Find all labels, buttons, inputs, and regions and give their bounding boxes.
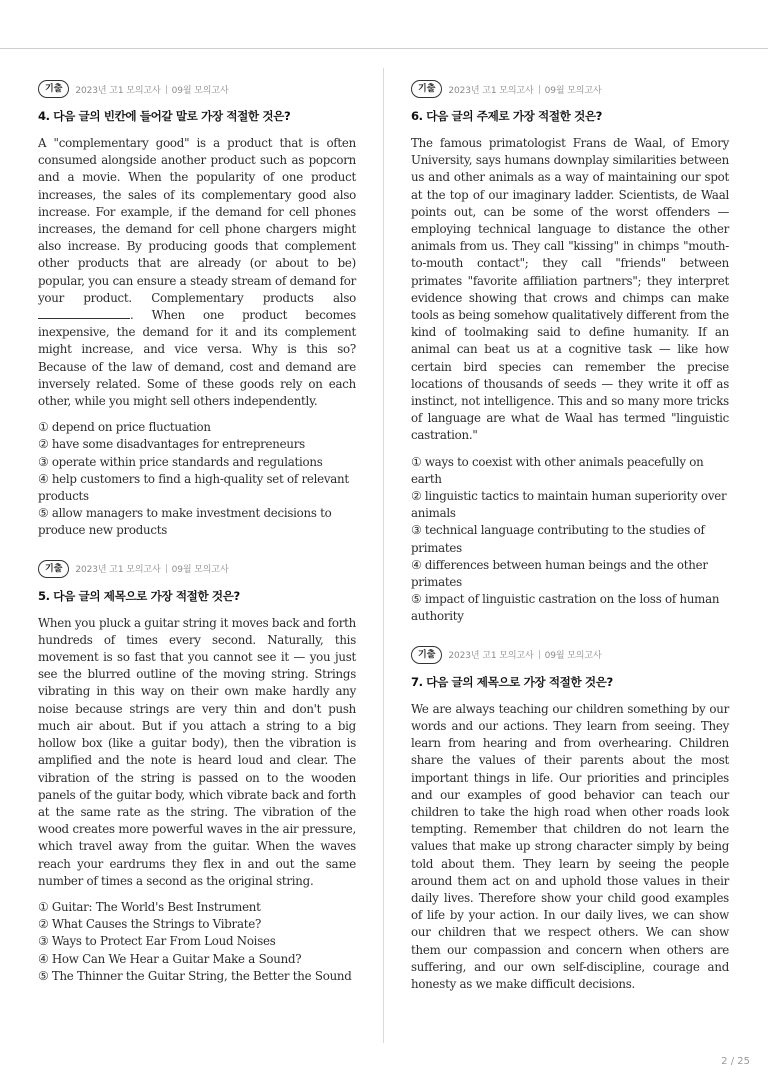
question-meta xyxy=(38,80,356,98)
question-4 xyxy=(38,80,356,540)
choice-5[interactable]: ⑤ allow managers to make investment decisions to produce new products xyxy=(38,506,332,538)
passage-after-blank: . When one product becomes inexpensive, the demand for it and its complement might increase, and vice versa. Why is this so? Because of the law of demand, cost and demand are inversely related. Some of these goods rely on each other, while you might sell others independently. xyxy=(38,308,356,409)
past-exam-badge: 기출 xyxy=(411,646,442,664)
answer-choices xyxy=(38,419,356,539)
meta-separator xyxy=(166,564,167,573)
choice-4[interactable]: ④ How Can We Hear a Guitar Make a Sound? xyxy=(38,951,302,966)
passage-before-blank: A "complementary good" is a product that is often consumed alongside another product such as popcorn and a movie. When the popularity of one product increases, the sales of its complementary good also increase. For example, if the demand for cell phones increases, the demand for cell phone chargers might also increase. By producing goods that complement other products that are already (or about to be) popular, you can ensure a steady stream of demand for your product. Complementary products also xyxy=(38,136,356,305)
exam-month: 09월 모의고사 xyxy=(171,565,229,576)
answer-choices xyxy=(38,899,356,985)
column-divider xyxy=(383,68,384,1043)
choice-2[interactable]: ② linguistic tactics to maintain human superiority over animals xyxy=(411,489,727,521)
choice-5[interactable]: ⑤ The Thinner the Guitar String, the Better the Sound xyxy=(38,968,352,983)
answer-choices xyxy=(411,454,729,626)
meta-separator xyxy=(166,85,167,94)
page-number: 2 / 25 xyxy=(721,1056,750,1067)
choice-1[interactable]: ① ways to coexist with other animals peacefully on earth xyxy=(411,454,704,486)
question-title: 6. 다음 글의 주제로 가장 적절한 것은? xyxy=(411,109,603,123)
choice-2[interactable]: ② What Causes the Strings to Vibrate? xyxy=(38,917,262,932)
exam-month: 09월 모의고사 xyxy=(544,651,602,662)
question-title: 7. 다음 글의 제목으로 가장 적절한 것은? xyxy=(411,674,613,689)
choice-4[interactable]: ④ differences between human beings and the other primates xyxy=(411,557,708,590)
question-title: 5. 다음 글의 제목으로 가장 적절한 것은? xyxy=(38,588,240,603)
exam-year: 2023년 고1 모의고사 xyxy=(75,85,161,96)
answer-blank xyxy=(38,308,130,319)
choice-4[interactable]: ④ help customers to find a high-quality set of relevant products xyxy=(38,471,349,504)
question-meta xyxy=(411,646,729,664)
exam-year: 2023년 고1 모의고사 xyxy=(448,651,534,662)
choice-1[interactable]: ① Guitar: The World's Best Instrument xyxy=(38,899,261,914)
question-passage xyxy=(38,135,356,410)
meta-separator xyxy=(539,85,540,94)
exam-month: 09월 모의고사 xyxy=(171,85,229,96)
question-passage: We are always teaching our children something by our words and our actions. They learn from seeing. They learn from hearing and from overhearing. Children share the values of their parents about the most important things in life. Our priorities and principles and our examples of good behavior can teach our children to take the high road when other roads look tempting. Remember that children do not learn the values that make up strong character simply by being told about them. They learn by seeing the people around them act on and uphold those values in their daily lives. Therefore show your child good examples of life by your action. In our daily lives, we can show our children that we respect others. We can show them our compassion and concern when others are suffering, and our own self-discipline, courage and honesty as we make difficult decisions. xyxy=(411,701,729,991)
header-rule xyxy=(0,48,768,49)
question-meta xyxy=(411,80,729,98)
question-meta xyxy=(38,560,356,578)
exam-year: 2023년 고1 모의고사 xyxy=(448,85,534,96)
question-6 xyxy=(411,80,729,626)
past-exam-badge: 기출 xyxy=(38,560,69,578)
question-title: 4. 다음 글의 빈칸에 들어갈 말로 가장 적절한 것은? xyxy=(38,109,291,123)
exam-year: 2023년 고1 모의고사 xyxy=(75,565,161,576)
choice-2[interactable]: ② have some disadvantages for entrepreneurs xyxy=(38,437,305,452)
right-column xyxy=(411,80,729,1013)
left-column xyxy=(38,80,356,1005)
choice-3[interactable]: ③ operate within price standards and regulations xyxy=(38,454,323,469)
question-passage: When you pluck a guitar string it moves back and forth hundreds of times every second. Naturally, this movement is so fast that you cannot see it — you just see the blurred outline of the moving string. Strings vibrating in this way on their own make hardly any noise because strings are very thin and don't push much air about. But if you attach a string to a big hollow box (like a guitar body), then the vibration is amplified and the note is heard loud and clear. The vibration of the string is passed on to the wooden panels of the guitar body, which vibrate back and forth at the same rate as the string. The vibration of the wood creates more powerful waves in the air pressure, which travel away from the guitar. When the waves reach your eardrums they flex in and out the same number of times a second as the original string. xyxy=(38,615,356,888)
question-passage: The famous primatologist Frans de Waal, of Emory University, says humans downplay similarities between us and other animals as a way of maintaining our spot at the top of our imaginary ladder. Scientists, de Waal points out, can be some of the worst offenders — employing technical language to distance the other animals from us. They call "kissing" in chimps "mouth-to-mouth contact"; they call "friends" between primates "favorite affiliation partners"; they interpret evidence showing that crows and chimps can make tools as being somehow qualitatively different from the kind of toolmaking said to define humanity. If an animal can beat us at a cognitive task — like how certain bird species can remember the precise locations of thousands of seeds — they write it off as instinct, not intelligence. This and so many more tricks of language are what de Waal has termed "linguistic castration." xyxy=(411,136,729,443)
question-7 xyxy=(411,646,729,993)
choice-3[interactable]: ③ Ways to Protect Ear From Loud Noises xyxy=(38,934,276,949)
past-exam-badge: 기출 xyxy=(411,80,442,98)
question-5 xyxy=(38,560,356,985)
exam-month: 09월 모의고사 xyxy=(544,85,602,96)
choice-1[interactable]: ① depend on price fluctuation xyxy=(38,420,211,435)
past-exam-badge: 기출 xyxy=(38,80,69,98)
choice-3[interactable]: ③ technical language contributing to the studies of primates xyxy=(411,523,705,555)
meta-separator xyxy=(539,650,540,659)
choice-5[interactable]: ⑤ impact of linguistic castration on the loss of human authority xyxy=(411,592,720,624)
